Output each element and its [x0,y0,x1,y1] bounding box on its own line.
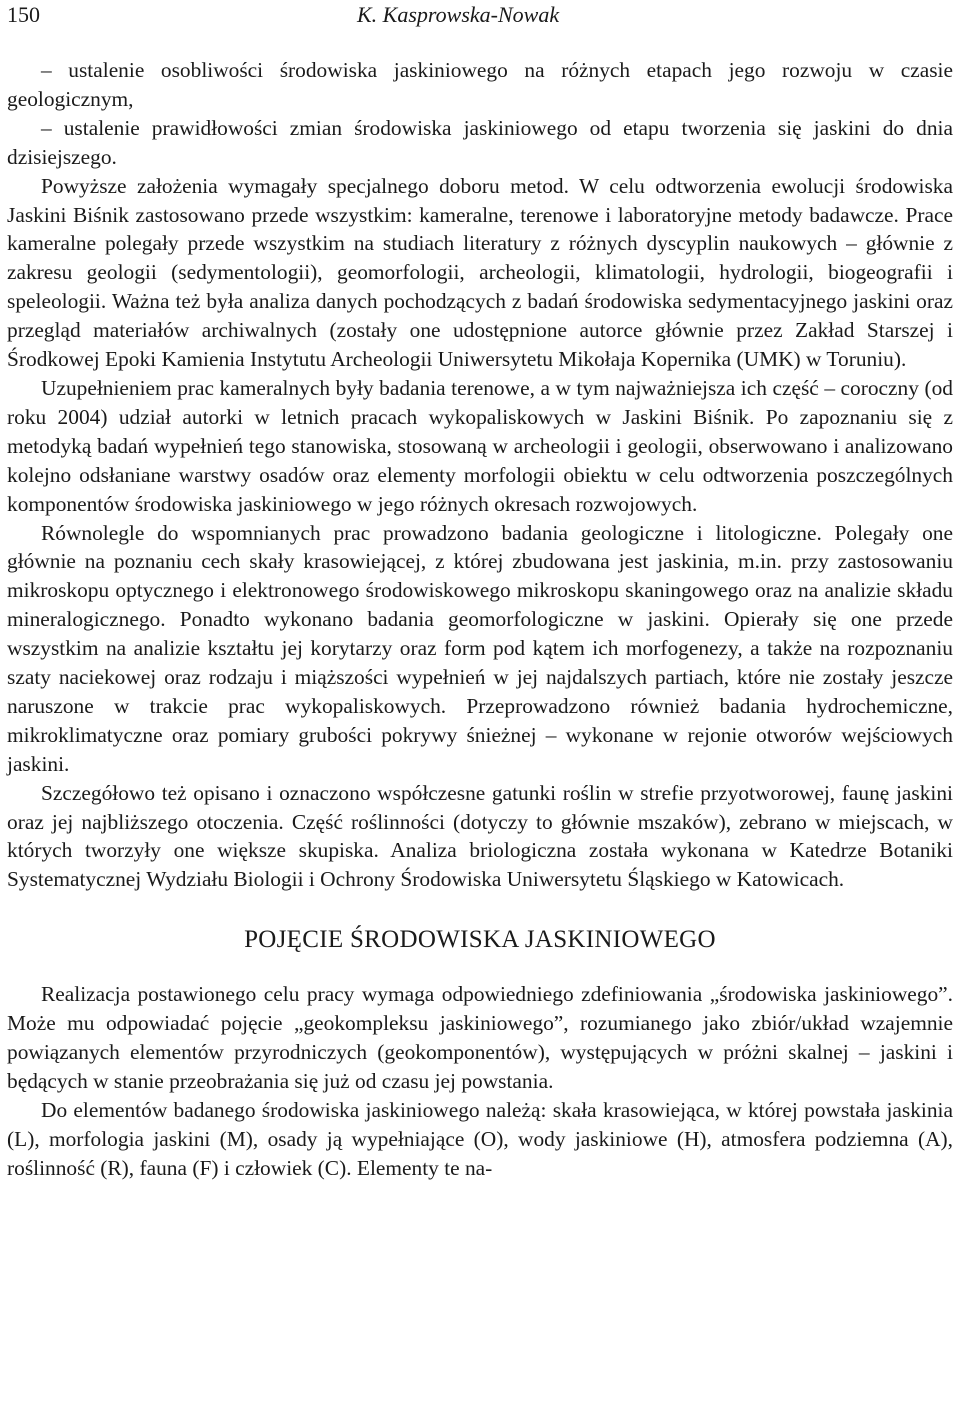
page [7,0,953,1183]
section-heading: POJĘCIE ŚRODOWISKA JASKINIOWEGO [244,926,716,954]
running-head [7,0,953,28]
paragraph: Realizacja postawionego celu pracy wymaga odpowiedniego zdefiniowania „środowiska jaskiniowego”. Może mu odpowiadać pojęcie „geokompleksu jaskiniowego”, rozumianego jako zbiór/układ wzajemnie powiązanych elementów przyrodniczych (geokomponentów), występujących w próżni skalnej – jaskini i będących w stanie przeobrażania się już od czasu jej powstania. [7,982,953,1093]
list-item: – ustalenie prawidłowości zmian środowiska jaskiniowego od etapu tworzenia się jaskini do dnia dzisiejszego. [7,115,953,169]
body-text [7,56,953,1183]
paragraph: Do elementów badanego środowiska jaskiniowego należą: skała krasowiejąca, w której powstała jaskinia (L), morfologia jaskini (M), osady ją wypełniające (O), wody jaskiniowe (H), atmosfera podziemna (A), roślinność (R), fauna (F) i człowiek (C). Elementy te na- [7,1097,953,1180]
paragraph: Równolegle do wspomnianych prac prowadzono badania geologiczne i litologiczne. Polegały one głównie na poznaniu cech skały krasowiejącej, z której zbudowana jest jaskinia, m.in. przy zastosowaniu mikroskopu optycznego i elektronowego środowiskowego mikroskopu skaningowego oraz na analizie składu mineralogicznego. Ponadto wykonano badania geomorfologiczne w jaskini. Opierały się one przede wszystkim na analizie kształtu jej korytarzy oraz form pod kątem ich morfogenezy, a także na rozpoznaniu szaty naciekowej oraz rodzaju i miąższości wypełnień w jej najdalszych partiach, które nie zostały jeszcze naruszone w trakcie prac wykopaliskowych. Przeprowadzono również badania hydrochemiczne, mikroklimatyczne oraz pomiary grubości pokrywy śnieżnej – wykonane w rejonie otworów wejściowych jaskini. [7,520,953,776]
list-item: – ustalenie osobliwości środowiska jaskiniowego na różnych etapach jego rozwoju w czasie geologicznym, [7,58,953,111]
paragraph: Powyższe założenia wymagały specjalnego doboru metod. W celu odtworzenia ewolucji środowiska Jaskini Biśnik zastosowano przede wszystkim: kameralne, terenowe i laboratoryjne metody badawcze. Prace kameralne polegały przede wszystkim na studiach literatury z różnych dyscyplin naukowych – głównie z zakresu geologii (sedymentologii), geomorfologii, archeologii, klimatologii, hydrologii, biogeografii i speleologii. Ważna też była analiza danych pochodzących z badań środowiska sedymentacyjnego jaskini oraz przegląd materiałów archiwalnych (zostały one udostępnione autorce głównie przez Zakład Starszej i Środkowej Epoki Kamienia Instytutu Archeologii Uniwersytetu Mikołaja Kopernika (UMK) w Toruniu). [7,173,953,372]
paragraph: Szczegółowo też opisano i oznaczono współczesne gatunki roślin w strefie przyotworowej, faunę jaskini oraz jej najbliższego otoczenia. Część roślinności (dotyczy to głównie mszaków), zebrano w miejscach, w których tworzyły one większe skupiska. Analiza briologiczna została wykonana w Katedrze Botaniki Systematycznej Wydziału Biologii i Ochrony Środowiska Uniwersytetu Śląskiego w Katowicach. [7,780,953,892]
page-number: 150 [7,2,40,27]
paragraph: Uzupełnieniem prac kameralnych były badania terenowe, a w tym najważniejsza ich część – coroczny (od roku 2004) udział autorki w letnich pracach wykopaliskowych w Jaskini Biśnik. Po zapoznaniu się z metodyką badań wypełnień tego stanowiska, stosowaną w archeologii i geologii, obserwowano i analizowano kolejno odsłaniane warstwy osadów oraz elementy morfologii obiektu w celu odtworzenia poszczególnych komponentów środowiska jaskiniowego w jego różnych okresach rozwojowych. [7,375,953,516]
header-author: K. Kasprowska-Nowak [357,2,560,27]
